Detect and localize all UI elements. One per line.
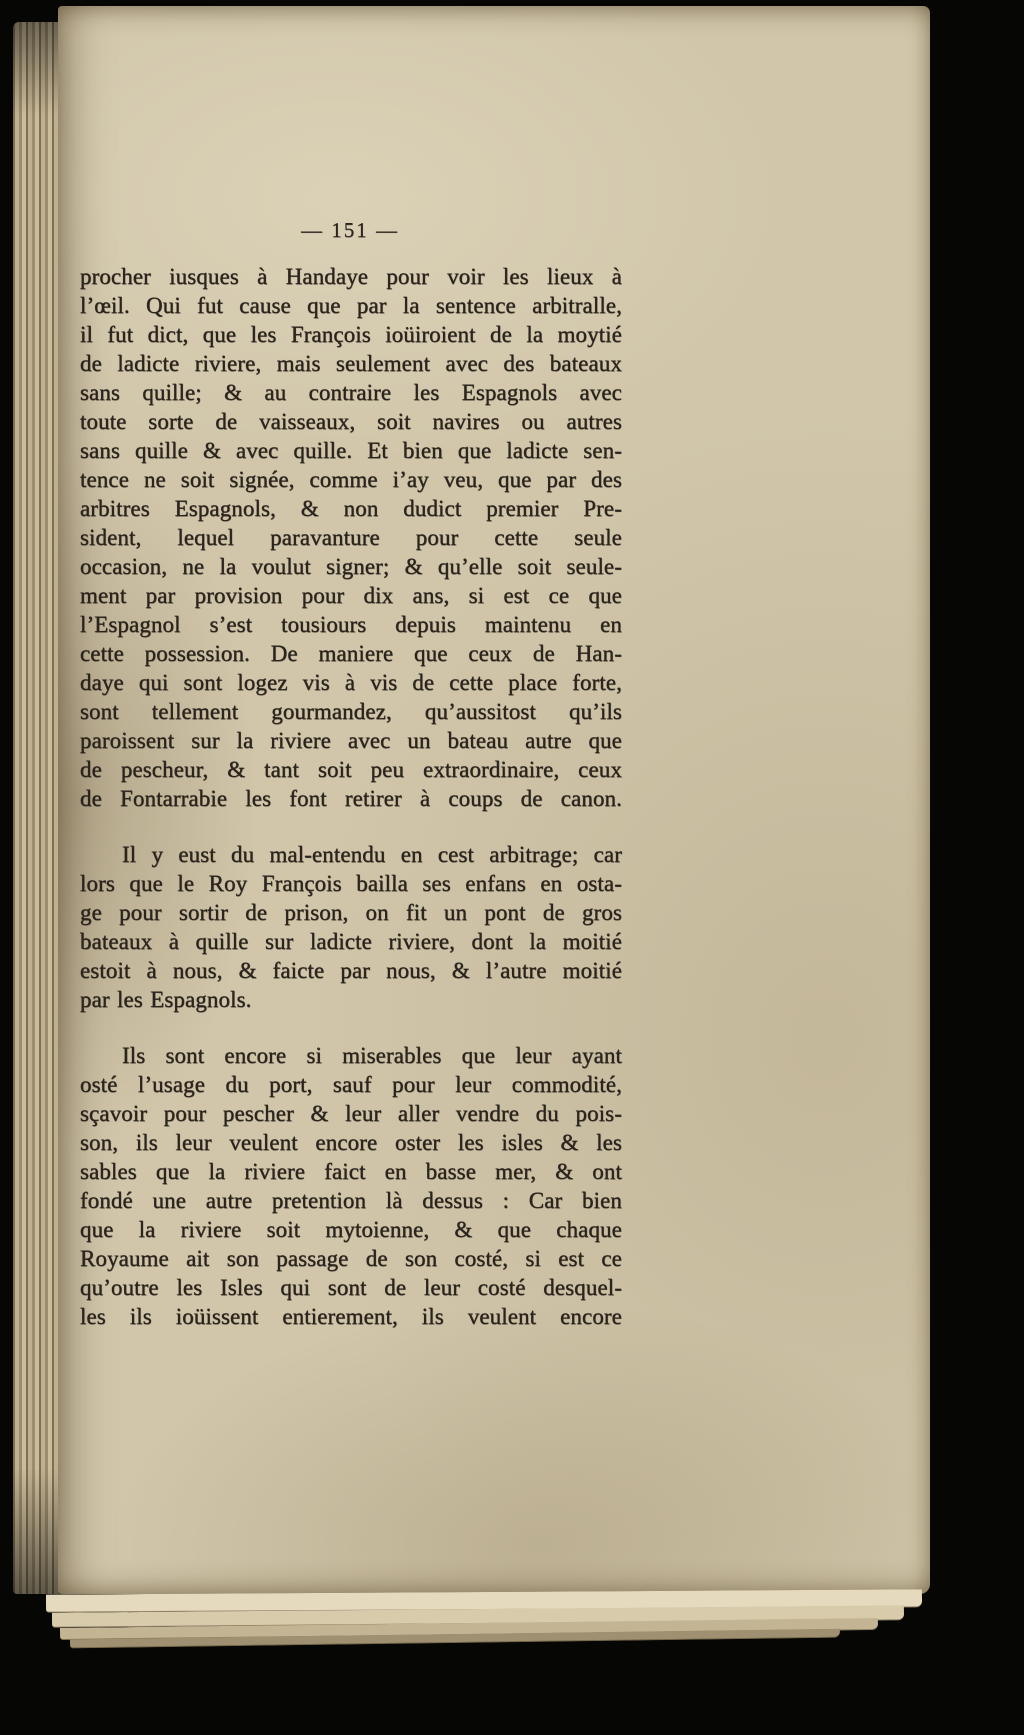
text-line: estoit à nous, & faicte par nous, & l’autre moitié (80, 958, 622, 983)
text-line: que la riviere soit mytoienne, & que chaque (80, 1217, 622, 1242)
text-line: Ils sont encore si miserables que leur ayant (122, 1043, 622, 1068)
text-line: ge pour sortir de prison, on fit un pont de gros (80, 900, 622, 925)
text-line: paroissent sur la riviere avec un bateau autre que (80, 728, 622, 753)
text-line: sident, lequel paravanture pour cette seule (80, 525, 622, 550)
text-line: de pescheur, & tant soit peu extraordinaire, ceux (80, 757, 622, 782)
text-line: daye qui sont logez vis à vis de cette place forte, (80, 670, 622, 695)
text-line: fondé une autre pretention là dessus : Car bien (80, 1188, 622, 1213)
text-line: occasion, ne la voulut signer; & qu’elle soit seule- (80, 554, 622, 579)
text-line: sans quille; & au contraire les Espagnols avec (80, 380, 622, 405)
text-line: arbitres Espagnols, & non dudict premier Pre- (80, 496, 622, 521)
paragraph (80, 1041, 622, 1331)
text-line: les ils ioüissent entierement, ils veulent encore (80, 1304, 622, 1329)
page-number: — 151 — (301, 218, 399, 242)
text-line: l’Espagnol s’est tousiours depuis maintenu en (80, 612, 622, 637)
text-line: toute sorte de vaisseaux, soit navires ou autres (80, 409, 622, 434)
text-line: sables que la riviere faict en basse mer, & ont (80, 1159, 622, 1184)
text-line: sçavoir pour pescher & leur aller vendre du pois- (80, 1101, 622, 1126)
text-line: Royaume ait son passage de son costé, si est ce (80, 1246, 622, 1271)
text-line: l’œil. Qui fut cause que par la sentence arbitralle, (80, 293, 622, 318)
text-line: de ladicte riviere, mais seulement avec des bateaux (80, 351, 622, 376)
text-line: sont tellement gourmandez, qu’aussitost qu’ils (80, 699, 622, 724)
text-line: procher iusques à Handaye pour voir les lieux à (80, 264, 622, 289)
paragraph (80, 262, 622, 813)
text-line: osté l’usage du port, sauf pour leur commodité, (80, 1072, 622, 1097)
text-line: tence ne soit signée, comme i’ay veu, que par des (80, 467, 622, 492)
text-line: qu’outre les Isles qui sont de leur costé desquel- (80, 1275, 622, 1300)
text-line: sans quille & avec quille. Et bien que ladicte sen- (80, 438, 622, 463)
text-line: de Fontarrabie les font retirer à coups de canon. (80, 786, 622, 811)
text-line: ment par provision pour dix ans, si est ce que (80, 583, 622, 608)
text-line: il fut dict, que les François ioüiroient de la moytié (80, 322, 622, 347)
text-block (80, 262, 622, 1331)
paragraph (80, 840, 622, 1014)
text-line: bateaux à quille sur ladicte riviere, dont la moitié (80, 929, 622, 954)
book-page (58, 6, 930, 1594)
text-line: lors que le Roy François bailla ses enfans en osta- (80, 871, 622, 896)
book-left-page-edges (13, 22, 60, 1594)
text-line: son, ils leur veulent encore oster les isles & les (80, 1130, 622, 1155)
text-line: cette possession. De maniere que ceux de Han- (80, 641, 622, 666)
text-line: par les Espagnols. (80, 987, 252, 1012)
text-line: Il y eust du mal-entendu en cest arbitrage; car (122, 842, 622, 867)
